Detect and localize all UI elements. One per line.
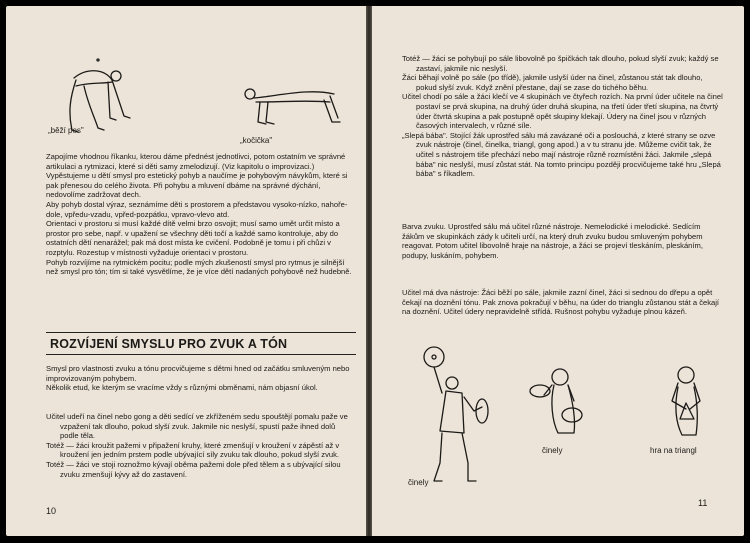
- paragraph: Pohyb rozvíjíme na rytmickém pocitu; podle mých zkušeností smysl pro rytmus je silnější než smysl pro tón; tím si také vysvětlíme, že je více dětí nadaných pohybově než hudebně.: [46, 257, 352, 277]
- girl-with-cymbals-figure: [526, 361, 596, 441]
- left-text-block-3: [46, 412, 352, 479]
- paragraph: Učitel udeří na činel nebo gong a děti sedící ve zkříženém sedu spouštějí pomalu paže ve vzpažení tak dlouho, pokud slyší zvuk. Jakmile nic neslyší, spustí paže ihned dolů podle těla.: [46, 412, 348, 441]
- girl-with-triangle-figure: [656, 361, 716, 441]
- paragraph: Barva zvuku. Uprostřed sálu má učitel různé nástroje. Nemelodické i melodické. Sedícím žákům ve skupinkách zády k učiteli určí, na který druh zvuku budou smluveným pohybem reagovat. Potom učitel libovolně hraje na nástroje, a žáci se projeví tleskáním, pleskáním, podupy, luskáním, pohybem.: [402, 222, 703, 260]
- left-page: [6, 6, 366, 536]
- paragraph: Zapojíme vhodnou říkanku, kterou dáme přednést jednotlivci, potom ostatním ve správné artikulaci a rytmizaci, které si děti samy zmelodizují. (Viz kapitolu o improvizaci.): [46, 152, 346, 171]
- caption-cinely-left: činely: [408, 478, 429, 487]
- paragraph: Učitel chodí po sále a žáci klečí ve 4 skupinách ve čtyřech rozích. Na první úder učitele na činel postaví se prvá skupina, na druhý úder druhá skupina, na třetí úder třetí skupina, na čtvrtý úder čtvrtá skupina a pak postupně opět skupiny klekají. Údery na činel jsou v různých časových intervalech, v různé síle.: [402, 92, 723, 131]
- page-number: 11: [698, 498, 708, 508]
- paragraph: Totéž — žáci kroužit pažemi v připažení kruhy, které zmenšují v kroužení v zápěstí až v kroužení jen jedním prstem podle ubývající síly zvuku tak dlouho, pokud slyší zvuk.: [46, 440, 340, 460]
- page-number: 10: [46, 506, 57, 516]
- left-text-block-2: [46, 364, 352, 393]
- cat-figure: [238, 78, 348, 138]
- paragraph: Totéž — žáci se pohybují po sále libovolně po špičkách tak dlouho, pokud slyší zvuk; každý se zastaví, jakmile nic neslyší.: [402, 54, 719, 73]
- paragraph: Několik etud, ke kterým se vracíme vždy s různými obměnami, nám objasní úkol.: [46, 383, 318, 393]
- paragraph: Vypěstujeme u dětí smysl pro estetický pohyb a naučíme je pohybovým návykům, které si pak přenesou do celého života. Při pohybu a mluvení dbáme na správné dýchání, nedovolíme zadržovat dech.: [46, 171, 348, 200]
- right-text-block-2: [402, 222, 724, 260]
- caption-cinely: činely: [542, 446, 563, 455]
- paragraph: Aby pohyb dostal výraz, seznámíme děti s prostorem a představou vysoko-nízko, nahoře-dole, vpředu-vzadu, vpřed-pozpátku, vpravo-vlevo atd.: [46, 199, 348, 219]
- caption-bezi-pes: „běží pes": [48, 126, 84, 135]
- paragraph: Totéž — žáci ve stoji roznožmo kývají oběma pažemi dole před tělem a s ubývající silou zvuku zmenšují kývy až do zastavení.: [46, 459, 341, 479]
- paragraph: Učitel má dva nástroje: Žáci běží po sále, jakmile zazní činel, žáci si sednou do dřepu a opět čekají na doznění tónu. Pak znova pokračují v běhu, na úder do trianglu zůstanou stát a čekají na doznění. Učitel údery nepravidelně střídá. Rušnost pohybu vyžaduje plnou kázeň.: [402, 288, 720, 317]
- caption-triangl: hra na triangl: [650, 446, 697, 455]
- right-text-block-3: [402, 288, 724, 317]
- paragraph: Žáci běhají volně po sále (po třídě), jakmile uslyší úder na činel, zůstanou stát tak dlouho, pokud slyší zvuk. Když znění přestane, dají se zase do tichého běhu.: [402, 73, 703, 92]
- child-with-cymbal-figure: [412, 341, 492, 491]
- caption-kocicka: „kočička": [240, 136, 273, 145]
- paragraph: „Slepá bába". Stojící žák uprostřed sálu má zavázané oči a poslouchá, z které strany se ozve zvuk nástroje (činel, činelka, triangl, gong apod.) a v tu stranu jde. Můžeme cvičit tak, že učitel s nástrojem tiše přechází nebo mají nástroje různě rozmístěni žáci. Jakmile „slepá bába" nic neslyší, musí zůstat stát. Na tomto principu později procvičujeme také hru „Slepá bába" s říkadlem.: [402, 130, 721, 179]
- section-heading: ROZVÍJENÍ SMYSLU PRO ZVUK A TÓN: [46, 332, 356, 355]
- paragraph: Orientaci v prostoru si musí každé dítě velmi brzo osvojit; musí samo umět určit místo a prostor pro sebe, např. v upažení se všechny děti točí a každé samo kontroluje, aby do ostatních dětí nenarážel; pak má dost místa ke cvičení. Podobně je tomu i při chůzi v rozptylu. Rozestup v místnosti vyžaduje orientaci v prostoru.: [46, 219, 340, 257]
- right-page: [372, 6, 744, 536]
- paragraph: Smysl pro vlastnosti zvuku a tónu procvičujeme s dětmi hned od začátku smluveným nebo improvizovaným pohybem.: [46, 364, 350, 383]
- right-text-block-1: [402, 54, 724, 179]
- left-text-block-1: [46, 152, 352, 277]
